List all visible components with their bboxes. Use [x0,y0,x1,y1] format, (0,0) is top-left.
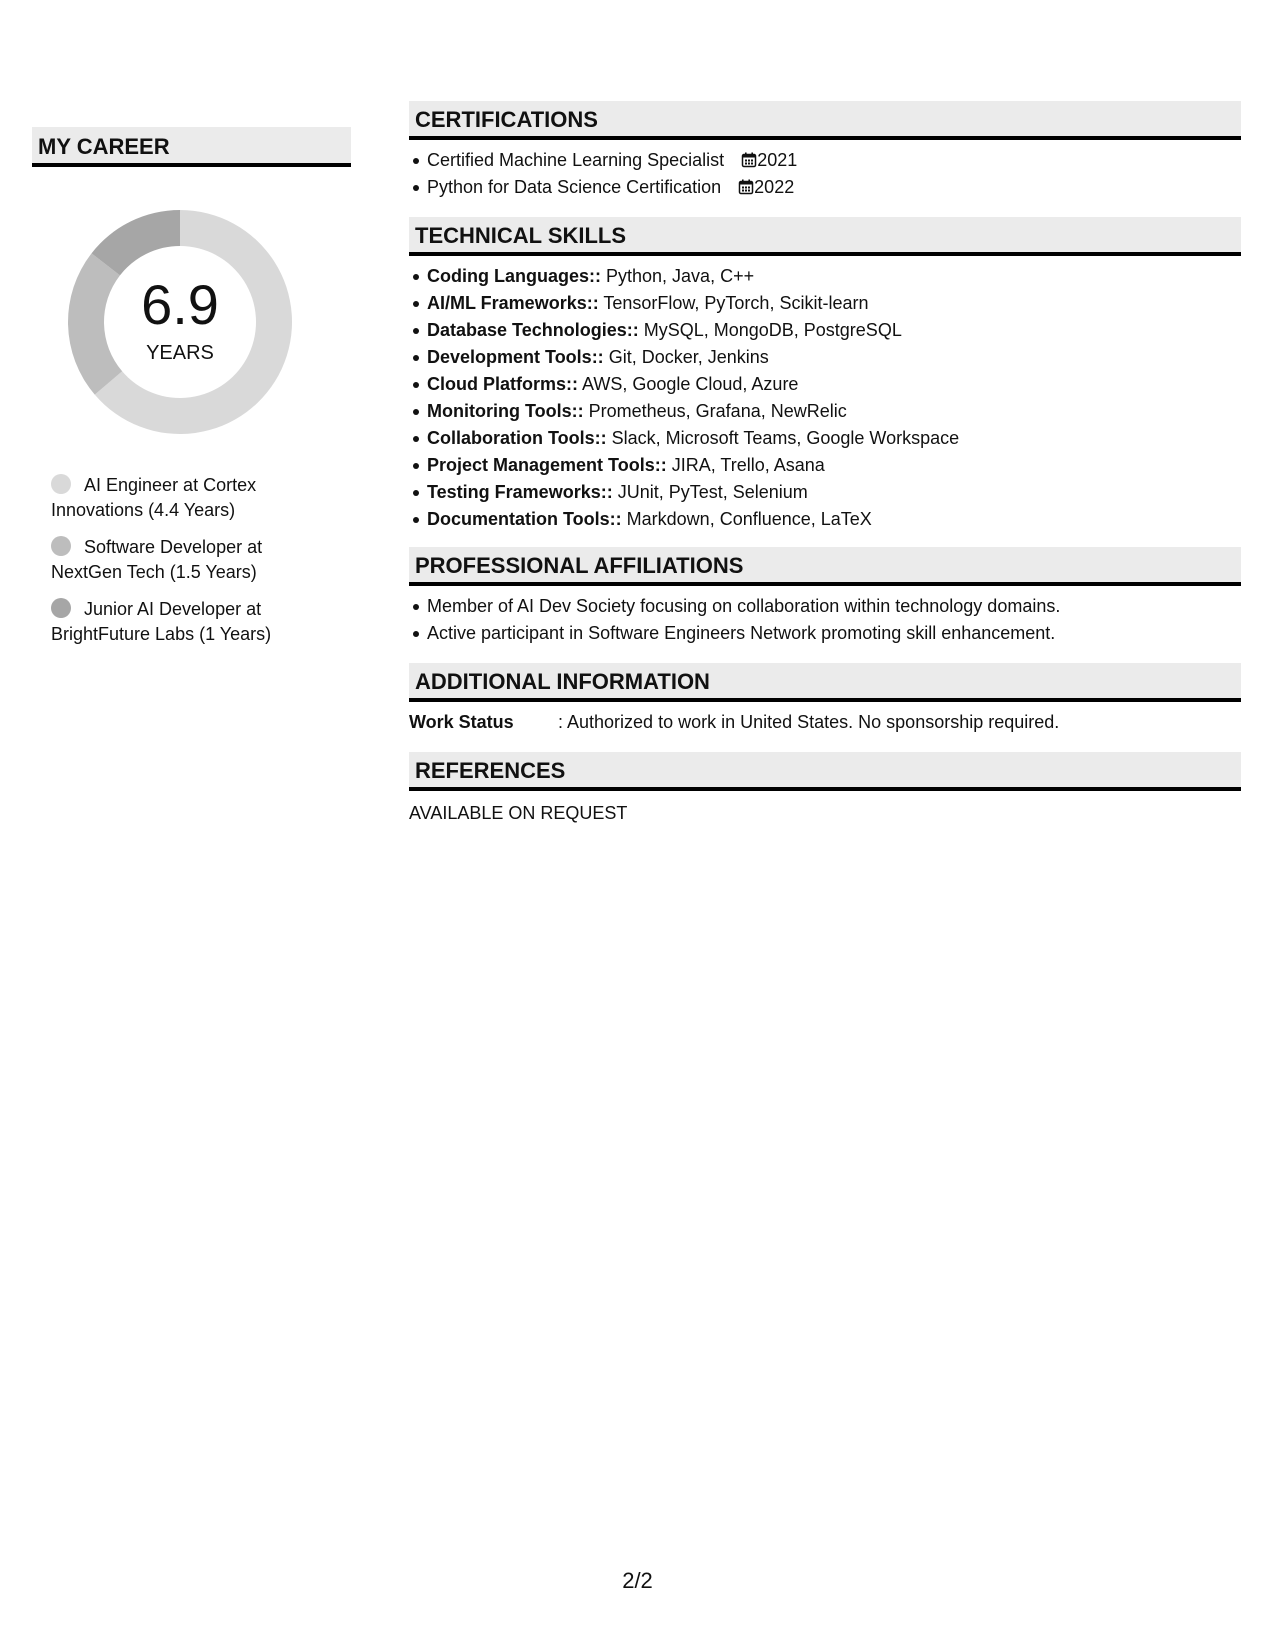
work-status-row [409,709,1241,736]
skill-value: JIRA, Trello, Asana [666,455,825,475]
skill-label: Development Tools:: [427,347,604,367]
career-legend-item [51,597,331,647]
career-entry-label: Software Developer at NextGen Tech (1.5 Years) [51,537,263,582]
certifications-heading: CERTIFICATIONS [409,101,1241,140]
certification-year: 2021 [757,150,798,170]
work-status-value: : Authorized to work in United States. No sponsorship required. [558,712,1060,732]
career-donut-chart [65,207,295,437]
skill-item [427,290,1241,317]
technical-skills-list [409,263,1241,533]
career-column [32,127,351,659]
skill-value: MySQL, MongoDB, PostgreSQL [638,320,902,340]
skill-value: JUnit, PyTest, Selenium [612,482,808,502]
references-heading: REFERENCES [409,752,1241,791]
skill-value: Git, Docker, Jenkins [603,347,769,367]
skill-value: AWS, Google Cloud, Azure [578,374,799,394]
skill-label: Documentation Tools:: [427,509,622,529]
calendar-icon [738,179,754,195]
skill-item [427,263,1241,290]
skill-item [427,371,1241,398]
affiliations-list [409,593,1241,647]
references-text: AVAILABLE ON REQUEST [409,803,628,823]
skill-value: Markdown, Confluence, LaTeX [621,509,872,529]
skill-item [427,425,1241,452]
technical-skills-heading: TECHNICAL SKILLS [409,217,1241,256]
skill-item [427,452,1241,479]
page-number: 2/2 [622,1568,653,1593]
certification-name: Certified Machine Learning Specialist [427,150,725,170]
career-entry-label: Junior AI Developer at BrightFuture Labs (1 Years) [51,599,272,644]
skill-item [427,398,1241,425]
total-years-unit: YEARS [146,342,214,364]
additional-information-heading: ADDITIONAL INFORMATION [409,663,1241,702]
certification-item [427,174,1241,201]
skill-label: Testing Frameworks:: [427,482,613,502]
calendar-icon [741,152,757,168]
skill-value: Prometheus, Grafana, NewRelic [583,401,847,421]
career-legend-item [51,535,331,585]
skill-item [427,479,1241,506]
legend-dot [51,536,71,556]
certification-year: 2022 [754,177,795,197]
skill-label: Coding Languages:: [427,266,601,286]
skill-value: Slack, Microsoft Teams, Google Workspace [606,428,960,448]
skill-item [427,506,1241,533]
skill-label: Collaboration Tools:: [427,428,607,448]
skill-item [427,344,1241,371]
affiliation-item: Member of AI Dev Society focusing on collaboration within technology domains. [427,593,1241,620]
professional-affiliations-heading: PROFESSIONAL AFFILIATIONS [409,547,1241,586]
affiliation-item: Active participant in Software Engineers Network promoting skill enhancement. [427,620,1241,647]
skill-value: Python, Java, C++ [601,266,755,286]
skill-label: Monitoring Tools:: [427,401,584,421]
legend-dot [51,598,71,618]
career-legend-item [51,473,331,523]
main-column [409,101,1241,827]
legend-dot [51,474,71,494]
skill-label: AI/ML Frameworks:: [427,293,599,313]
certification-name: Python for Data Science Certification [427,177,722,197]
skill-item [427,317,1241,344]
certifications-list [409,147,1241,201]
skill-label: Project Management Tools:: [427,455,667,475]
skill-value: TensorFlow, PyTorch, Scikit-learn [598,293,869,313]
career-legend [51,473,331,647]
skill-label: Database Technologies:: [427,320,639,340]
certification-item [427,147,1241,174]
skill-label: Cloud Platforms:: [427,374,578,394]
career-entry-label: AI Engineer at Cortex Innovations (4.4 Years) [51,475,257,520]
career-heading: MY CAREER [32,127,351,167]
work-status-label: Work Status [409,712,514,732]
total-years-value: 6.9 [141,273,219,336]
